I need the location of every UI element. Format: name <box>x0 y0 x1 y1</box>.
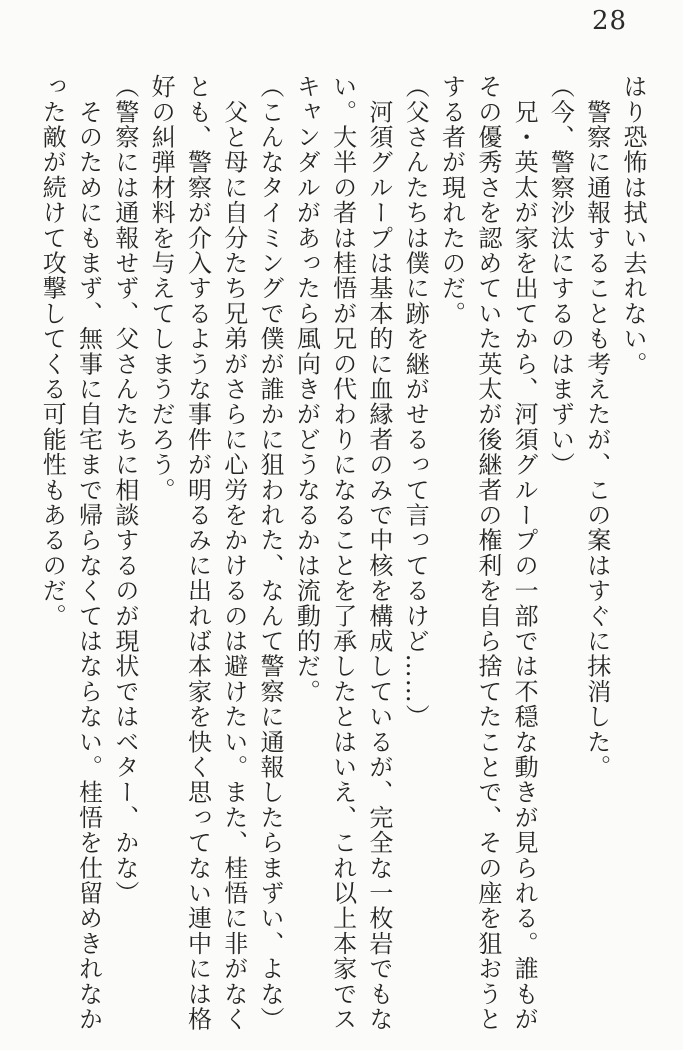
text-column: った敵が続けて攻撃してくる可能性もあるのだ。 <box>38 74 67 629</box>
text-column: キャンダルがあったら風向きがどうなるかは流動的だ。 <box>292 74 321 704</box>
vertical-text-block <box>34 74 651 1038</box>
text-column: はり恐怖は拭い去れない。 <box>619 74 647 377</box>
text-column: 好の糾弾材料を与えてしまうだろう。 <box>147 74 176 503</box>
text-column: とも、警察が介入するような事件が明るみに出れば本家を快く思ってない連中には格 <box>183 74 212 1032</box>
text-column: 父と母に自分たち兄弟がさらに心労をかけるのは避けたい。また、桂悟に非がなく <box>219 74 248 1032</box>
page-number: 28 <box>592 6 628 36</box>
text-column: い。大半の者は桂悟が兄の代わりになることを了承したとはいえ、これ以上本家でス <box>328 74 357 1032</box>
text-column: （今、警察沙汰にするのはまずい） <box>546 74 575 478</box>
text-column: （父さんたちは僕に跡を継がせるって言ってるけど……） <box>401 74 430 730</box>
text-column: そのためにもまず、無事に自宅まで帰らなくてはならない。桂悟を仕留めきれなか <box>74 74 103 1032</box>
text-column: 河須グループは基本的に血縁者のみで中核を構成しているが、完全な一枚岩でもな <box>364 74 393 1032</box>
text-column: （こんなタイミングで僕が誰かに狙われた、なんて警察に通報したらまずい、よな） <box>256 74 285 1032</box>
text-column: する者が現れたのだ。 <box>437 74 466 326</box>
text-column: 兄・英太が家を出てから、河須グループの一部では不穏な動きが見られる。誰もが <box>510 74 539 1032</box>
text-column: 警察に通報することも考えたが、この案はすぐに抹消した。 <box>582 74 611 780</box>
text-column: その優秀さを認めていた英太が後継者の権利を自ら捨てたことで、その座を狙おうと <box>473 74 502 1032</box>
text-column: （警察には通報せず、父さんたちに相談するのが現状ではベター、かな） <box>110 74 139 906</box>
